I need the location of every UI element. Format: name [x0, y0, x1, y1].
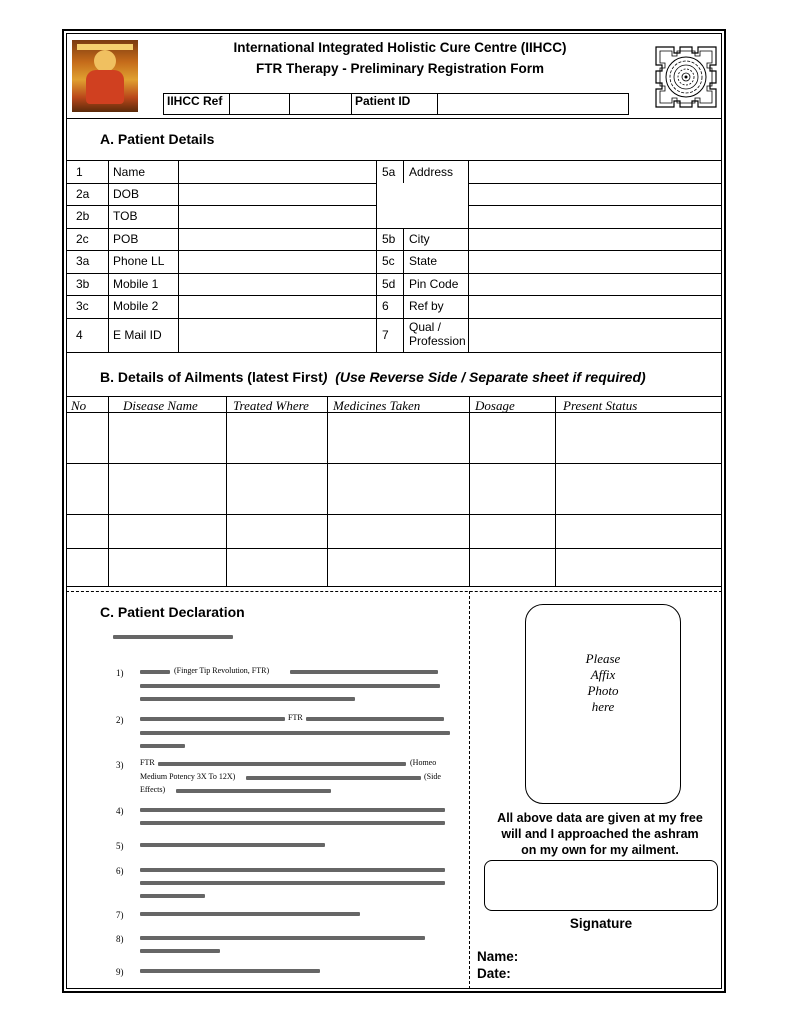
row-num: 2b [76, 209, 90, 223]
photo-instructions: Please Affix Photo here [585, 651, 621, 714]
form-title: International Integrated Holistic Cure Centre (IIHCC) [233, 40, 567, 55]
field-label-ref-by: Ref by [409, 299, 444, 313]
dob-input[interactable] [179, 184, 375, 204]
mobile-1-input[interactable] [179, 274, 375, 294]
section-b-title: B. Details of Ailments (latest First) (Use Reverse Side / Separate sheet if required) [100, 369, 646, 385]
phone-ll-input[interactable] [179, 251, 375, 272]
row-num: 2a [76, 187, 90, 201]
mobile-2-input[interactable] [179, 296, 375, 317]
field-label-phone-ll: Phone LL [113, 254, 165, 268]
row-num: 4 [76, 328, 83, 342]
row-num: 7 [382, 328, 389, 342]
pin-code-input[interactable] [469, 274, 721, 294]
ailment-row[interactable] [67, 515, 721, 547]
col-header-medicines-taken: Medicines Taken [333, 398, 421, 413]
ref-label: IIHCC Ref [167, 94, 223, 108]
yantra-icon [650, 41, 722, 113]
field-label-name: Name [113, 165, 146, 179]
row-num: 5d [382, 277, 396, 291]
tob-input[interactable] [179, 206, 375, 227]
patient-id-input[interactable] [438, 94, 628, 114]
name-label: Name: [477, 949, 519, 964]
field-label-email: E Mail ID [113, 328, 162, 342]
ref-input-1[interactable] [230, 94, 288, 114]
row-num: 5b [382, 232, 396, 246]
row-num: 6 [382, 299, 389, 313]
col-header-dosage: Dosage [475, 398, 515, 413]
field-label-dob: DOB [113, 187, 140, 201]
field-label-pin-code: Pin Code [409, 277, 459, 291]
signature-label: Signature [569, 916, 633, 931]
col-header-no: No [71, 398, 87, 413]
row-num: 2c [76, 232, 89, 246]
ailment-row[interactable] [67, 549, 721, 585]
field-label-pob: POB [113, 232, 139, 246]
section-c-separator [66, 591, 722, 592]
row-num: 5a [382, 165, 396, 179]
state-input[interactable] [469, 251, 721, 272]
consent-statement: All above data are given at my free will and I approached the ashram on my own for my ailment. [497, 811, 703, 857]
declaration-name-input[interactable] [530, 949, 715, 965]
ailment-row[interactable] [67, 413, 721, 462]
field-label-qual: Qual / [409, 320, 442, 334]
field-label-mobile-2: Mobile 2 [113, 299, 159, 313]
section-c-divider [469, 591, 470, 989]
date-label: Date: [477, 966, 511, 981]
deity-image [72, 40, 138, 112]
field-label-city: City [409, 232, 430, 246]
ref-input-2[interactable] [290, 94, 350, 114]
field-label-mobile-1: Mobile 1 [113, 277, 159, 291]
signature-box[interactable] [484, 860, 718, 911]
email-input[interactable] [179, 319, 375, 351]
ref-by-input[interactable] [469, 296, 721, 317]
col-header-present-status: Present Status [563, 398, 638, 413]
col-header-treated-where: Treated Where [233, 398, 309, 413]
address-input[interactable] [469, 161, 721, 227]
row-num: 3a [76, 254, 90, 268]
field-label-state: State [409, 254, 438, 268]
field-label-address: Address [409, 165, 454, 179]
section-c-title: C. Patient Declaration [100, 604, 245, 620]
row-num: 5c [382, 254, 395, 268]
patient-id-label: Patient ID [355, 94, 411, 108]
row-num: 3b [76, 277, 90, 291]
col-header-disease-name: Disease Name [123, 398, 198, 413]
form-subtitle: FTR Therapy - Preliminary Registration Form [255, 61, 545, 76]
city-input[interactable] [469, 229, 721, 249]
field-label-tob: TOB [113, 209, 138, 223]
row-num: 1 [76, 165, 83, 179]
ailment-row[interactable] [67, 464, 721, 513]
pob-input[interactable] [179, 229, 375, 249]
field-label-profession: Profession [409, 334, 466, 348]
declaration-date-input[interactable] [530, 966, 715, 982]
section-a-title: A. Patient Details [100, 131, 215, 147]
row-num: 3c [76, 299, 89, 313]
profession-input[interactable] [469, 319, 721, 351]
name-input[interactable] [179, 161, 375, 182]
